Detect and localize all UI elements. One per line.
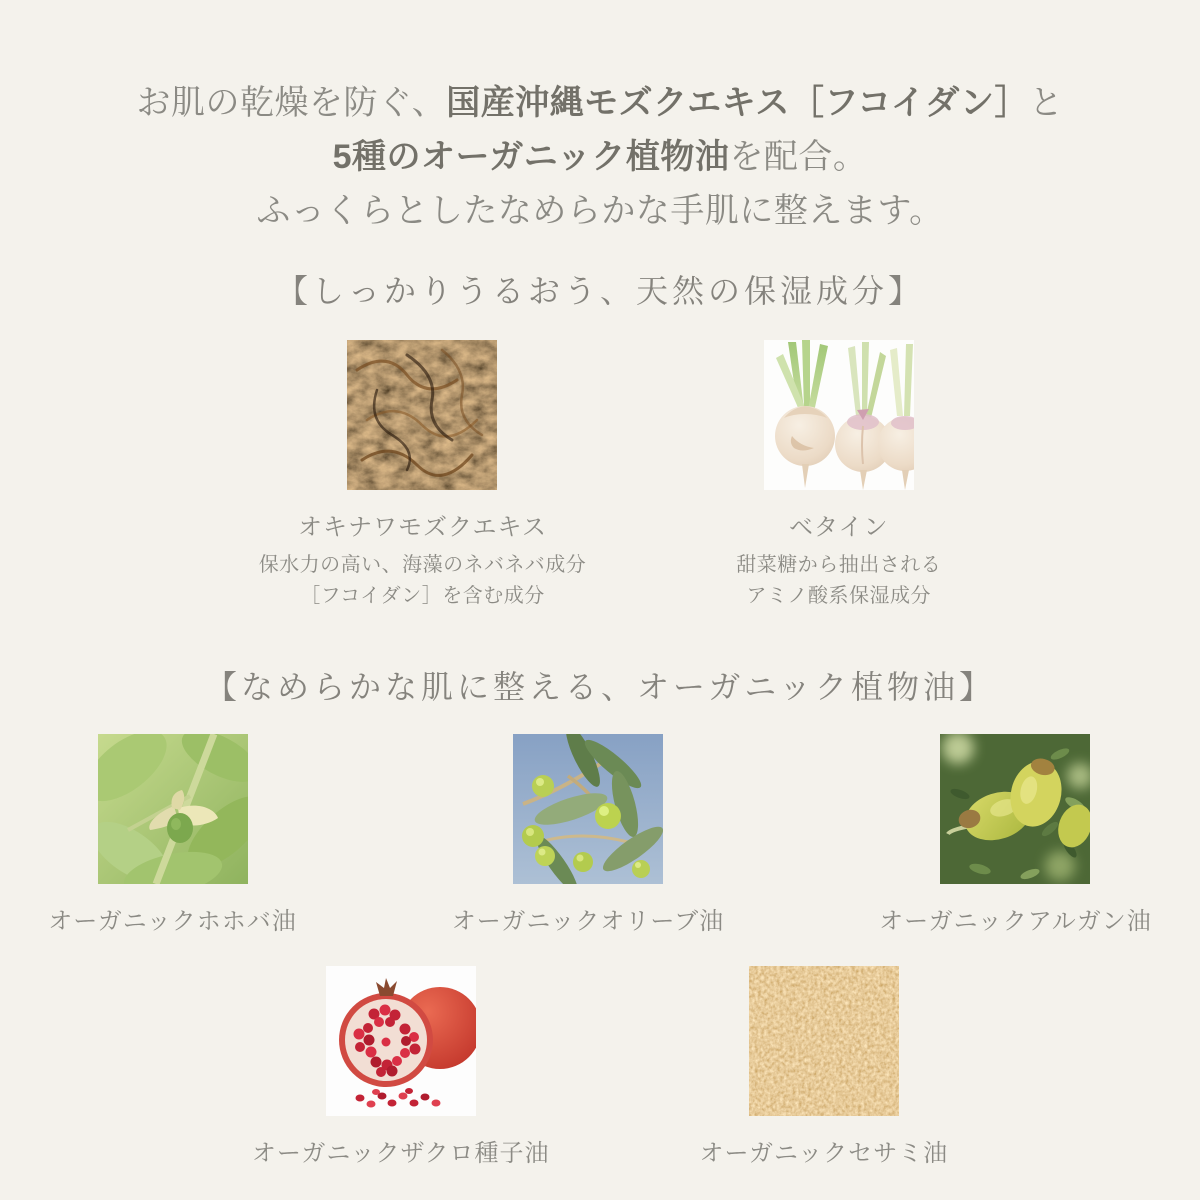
ingredient-betaine xyxy=(736,340,941,612)
oil-sesame xyxy=(700,966,949,1168)
oil-jojoba xyxy=(48,734,297,936)
ingredient-desc-line1: 甜菜糖から抽出される xyxy=(736,554,942,576)
plant-oils-row-2 xyxy=(0,966,1200,1168)
oil-name: オーガニックホホバ油 xyxy=(48,908,297,935)
oil-argan xyxy=(879,734,1152,936)
ingredient-description xyxy=(259,550,587,612)
pomegranate-photo xyxy=(326,966,476,1116)
intro-line-3: ふっくらとしたなめらかな手肌に整えます。 xyxy=(256,192,944,230)
ingredient-mozuku xyxy=(259,340,587,612)
oil-name: オーガニックセサミ油 xyxy=(699,1140,949,1167)
olive-branch-photo xyxy=(513,734,663,884)
plant-oils-row-1 xyxy=(0,734,1200,936)
intro-copy xyxy=(0,76,1200,238)
oil-name: オーガニックオリーブ油 xyxy=(451,908,725,935)
intro-line1-bold: 国産沖縄モズクエキス［フコイダン］ xyxy=(446,84,1030,122)
ingredient-name: ベタイン xyxy=(789,514,889,541)
intro-line1-regular: お肌の乾燥を防ぐ、 xyxy=(136,84,447,122)
intro-line2-bold: 5種のオーガニック植物油 xyxy=(332,138,730,176)
ingredient-description xyxy=(736,550,941,612)
intro-line-2 xyxy=(0,130,1200,184)
oil-name: オーガニックザクロ種子油 xyxy=(251,1140,550,1167)
intro-line-1 xyxy=(0,76,1200,130)
sesame-seeds-photo xyxy=(749,966,899,1116)
intro-line1-tail: と xyxy=(1029,84,1064,122)
oil-olive xyxy=(452,734,724,936)
okinawa-mozuku-seaweed-photo xyxy=(347,340,497,490)
ingredient-desc-line2: ［フコイダン］を含む成分 xyxy=(300,585,545,607)
section-heading-moisturizing: 【しっかりうるおう、天然の保湿成分】 xyxy=(275,273,924,309)
ingredient-name: オキナワモズクエキス xyxy=(297,514,548,541)
intro-line2-tail: を配合。 xyxy=(729,138,868,176)
oil-name: オーガニックアルガン油 xyxy=(879,908,1152,935)
ingredient-desc-line2: アミノ酸系保湿成分 xyxy=(746,585,932,607)
ingredient-desc-line1: 保水力の高い、海藻のネバネバ成分 xyxy=(258,554,587,576)
argan-fruit-photo xyxy=(940,734,1090,884)
moisturizing-ingredients-row xyxy=(0,340,1200,612)
sugar-beet-photo xyxy=(764,340,914,490)
jojoba-plant-photo xyxy=(98,734,248,884)
oil-pomegranate xyxy=(252,966,550,1168)
section-heading-plant-oils: 【なめらかな肌に整える、オーガニック植物油】 xyxy=(204,669,996,705)
